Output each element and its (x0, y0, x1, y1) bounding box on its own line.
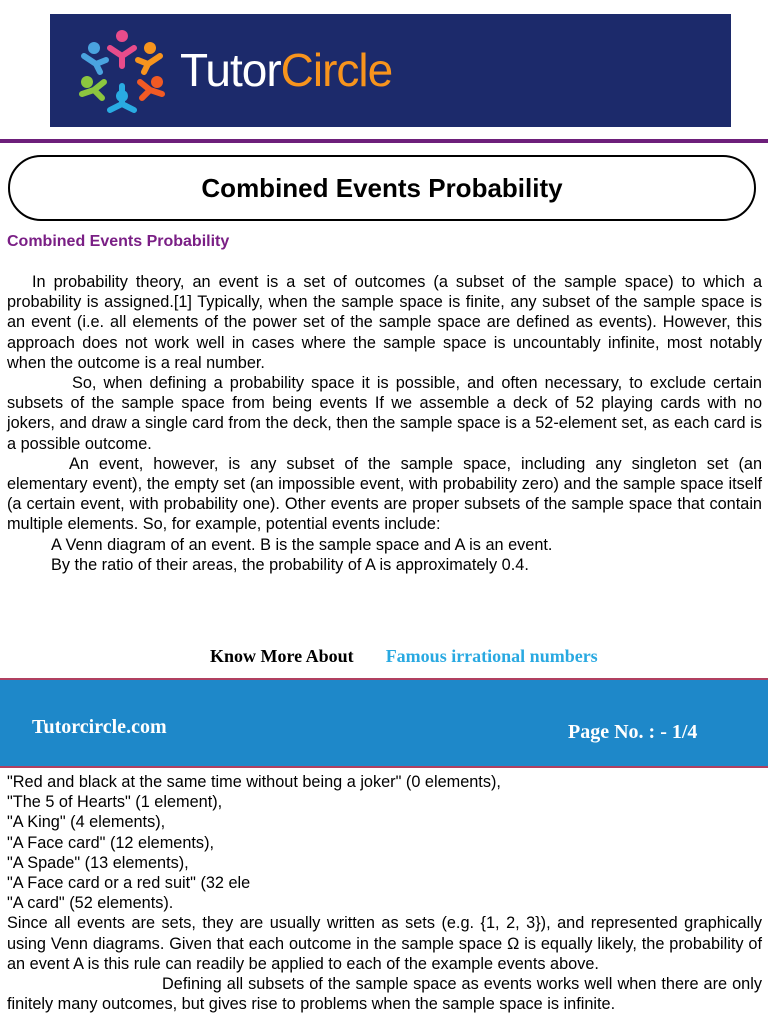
page-number: Page No. : - 1/4 (568, 721, 698, 743)
list-item: "A Spade" (13 elements), (7, 853, 189, 872)
page-title: Combined Events Probability (201, 172, 563, 203)
article-body-page-1 (7, 272, 762, 575)
section-heading: Combined Events Probability (7, 233, 230, 250)
divider (0, 139, 768, 143)
know-more-label: Know More About (210, 646, 354, 666)
paragraph: In probability theory, an event is a set of outcomes (a subset of the sample space) to which a probability is assigned.[1] Typically, when the sample space is finite, any subset of the sample space is an event (i.e. all elements of the power set of the sample space are defined as events). However, this approach does not work well in cases where the sample space is uncountably infinite, most notably when the outcome is a real number. (7, 273, 762, 372)
list-item: "A King" (4 elements), (7, 813, 166, 832)
article-body-page-2 (7, 772, 762, 1014)
list-item: "A Face card or a red suit" (32 ele (7, 874, 251, 893)
logo-text-tutor: Tutor (180, 44, 281, 96)
brand-logo (180, 40, 392, 100)
paragraph: A Venn diagram of an event. B is the sample space and A is an event. (51, 535, 553, 554)
know-more-line (210, 646, 598, 667)
paragraph: Since all events are sets, they are usually written as sets (e.g. {1, 2, 3}), and represented graphically using Venn diagrams. Given that each outcome in the sample space Ω is equally likely, the probability of an event A is this rule can readily be applied to each of the example events above. (7, 914, 762, 973)
people-circle-logo-icon (72, 26, 172, 116)
list-item: "The 5 of Hearts" (1 element), (7, 793, 223, 812)
know-more-link[interactable]: Famous irrational numbers (385, 646, 598, 666)
title-box (8, 155, 756, 221)
page-footer (0, 678, 768, 768)
paragraph: Defining all subsets of the sample space as events works well when there are only finitely many outcomes, but gives rise to problems when the sample space is infinite. (7, 975, 762, 1014)
paragraph: So, when defining a probability space it is possible, and often necessary, to exclude certain subsets of the sample space from being events If we assemble a deck of 52 playing cards with no jokers, and draw a single card from the deck, then the sample space is a 52-element set, as each card is a possible outcome. (7, 374, 762, 453)
paragraph: By the ratio of their areas, the probability of A is approximately 0.4. (51, 555, 529, 574)
footer-site-link[interactable]: Tutorcircle.com (32, 716, 167, 738)
header-banner (50, 14, 731, 127)
list-item: "Red and black at the same time without being a joker" (0 elements), (7, 773, 501, 791)
paragraph: An event, however, is any subset of the sample space, including any singleton set (an elementary event), the empty set (an impossible event, with probability zero) and the sample space itself (a certain event, with probability one). Other events are proper subsets of the sample space that contain multiple elements. So, for example, potential events include: (7, 454, 762, 534)
list-item: "A card" (52 elements). (7, 894, 174, 913)
logo-text-circle: Circle (280, 44, 393, 96)
list-item: "A Face card" (12 elements), (7, 833, 215, 852)
